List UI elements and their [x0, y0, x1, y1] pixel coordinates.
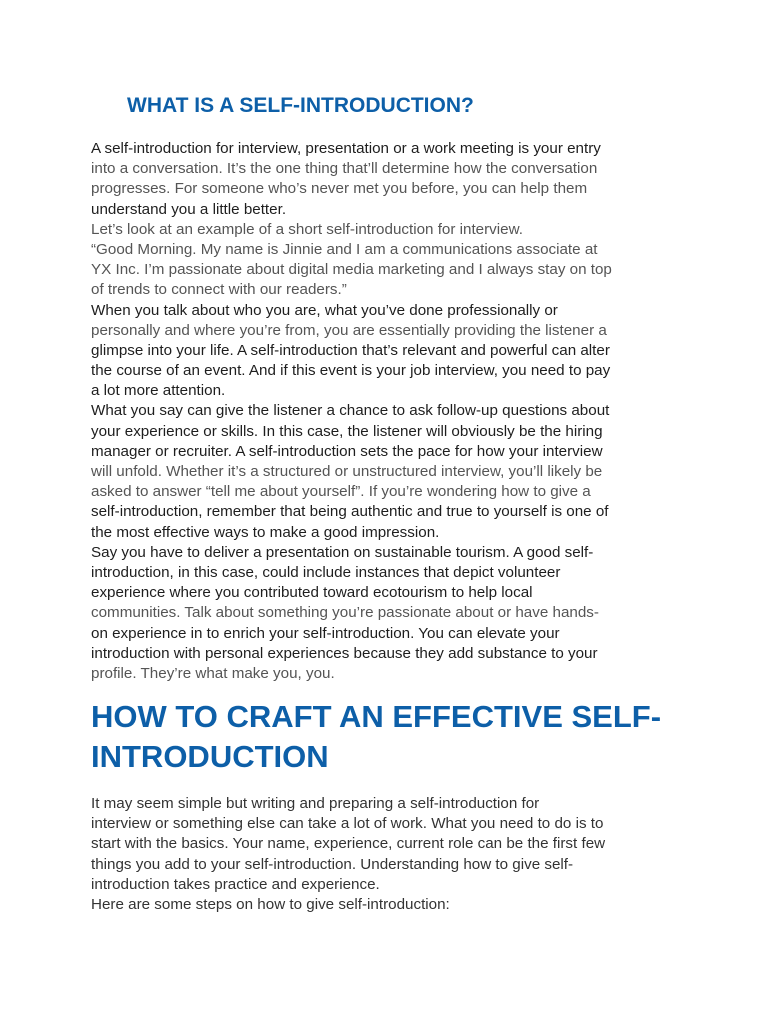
- paragraph-line: glimpse into your life. A self-introduction that’s relevant and powerful can alter: [91, 341, 610, 359]
- section-1-body: [91, 139, 691, 684]
- paragraph-line: asked to answer “tell me about yourself”. If you’re wondering how to give a: [91, 483, 591, 501]
- paragraph-line: interview or something else can take a lot of work. What you need to do is to: [91, 815, 604, 833]
- paragraph-line: start with the basics. Your name, experience, current role can be the first few: [91, 835, 606, 853]
- paragraph-line: the most effective ways to make a good impression.: [91, 523, 440, 541]
- paragraph-line: will unfold. Whether it’s a structured or unstructured interview, you’ll likely be: [91, 463, 603, 480]
- paragraph-line: into a conversation. It’s the one thing that’ll determine how the conversation: [91, 160, 598, 178]
- section-2-body: [91, 794, 691, 915]
- paragraph-line: understand you a little better.: [91, 200, 287, 218]
- paragraph-line: Here are some steps on how to give self-introduction:: [91, 895, 450, 913]
- paragraph-line: profile. They’re what make you, you.: [91, 664, 335, 682]
- paragraph-line: communities. Talk about something you’re passionate about or have hands-: [91, 604, 599, 622]
- paragraph-line: A self-introduction for interview, presentation or a work meeting is your entry: [91, 140, 601, 157]
- paragraph-line: a lot more attention.: [91, 382, 226, 400]
- paragraph-line: “Good Morning. My name is Jinnie and I am a communications associate at: [91, 240, 598, 258]
- paragraph-line: Let’s look at an example of a short self-introduction for interview.: [91, 220, 523, 238]
- paragraph-line: on experience in to enrich your self-introduction. You can elevate your: [91, 624, 560, 642]
- paragraph-line: It may seem simple but writing and preparing a self-introduction for: [91, 795, 540, 812]
- paragraph-line: introduction, in this case, could include instances that depict volunteer: [91, 563, 561, 581]
- paragraph-line: What you say can give the listener a chance to ask follow-up questions about: [91, 402, 610, 420]
- paragraph-line: introduction takes practice and experience.: [91, 875, 380, 893]
- paragraph-line: things you add to your self-introduction. Understanding how to give self-: [91, 855, 574, 873]
- paragraph-line: self-introduction, remember that being authentic and true to yourself is one of: [91, 503, 609, 521]
- paragraph-line: progresses. For someone who’s never met you before, you can help them: [91, 180, 588, 198]
- paragraph-line: When you talk about who you are, what you’ve done professionally or: [91, 301, 558, 319]
- paragraph-line: personally and where you’re from, you are essentially providing the listener a: [91, 321, 607, 339]
- paragraph-line: Say you have to deliver a presentation on sustainable tourism. A good self-: [91, 543, 594, 561]
- paragraph-line: your experience or skills. In this case, the listener will obviously be the hiring: [91, 422, 603, 440]
- paragraph-line: the course of an event. And if this event is your job interview, you need to pay: [91, 362, 611, 380]
- heading-what-is-self-introduction: WHAT IS A SELF-INTRODUCTION?: [127, 94, 474, 117]
- paragraph-line: introduction with personal experiences because they add substance to your: [91, 644, 598, 662]
- heading-how-to-craft: [91, 697, 661, 777]
- paragraph-line: of trends to connect with our readers.”: [91, 281, 347, 299]
- paragraph-line: YX Inc. I’m passionate about digital media marketing and I always stay on top: [91, 261, 612, 279]
- heading-line: HOW TO CRAFT AN EFFECTIVE SELF-: [91, 699, 662, 734]
- paragraph-line: experience where you contributed toward ecotourism to help local: [91, 584, 533, 602]
- paragraph-line: manager or recruiter. A self-introduction sets the pace for how your interview: [91, 442, 603, 460]
- heading-line: INTRODUCTION: [91, 739, 329, 774]
